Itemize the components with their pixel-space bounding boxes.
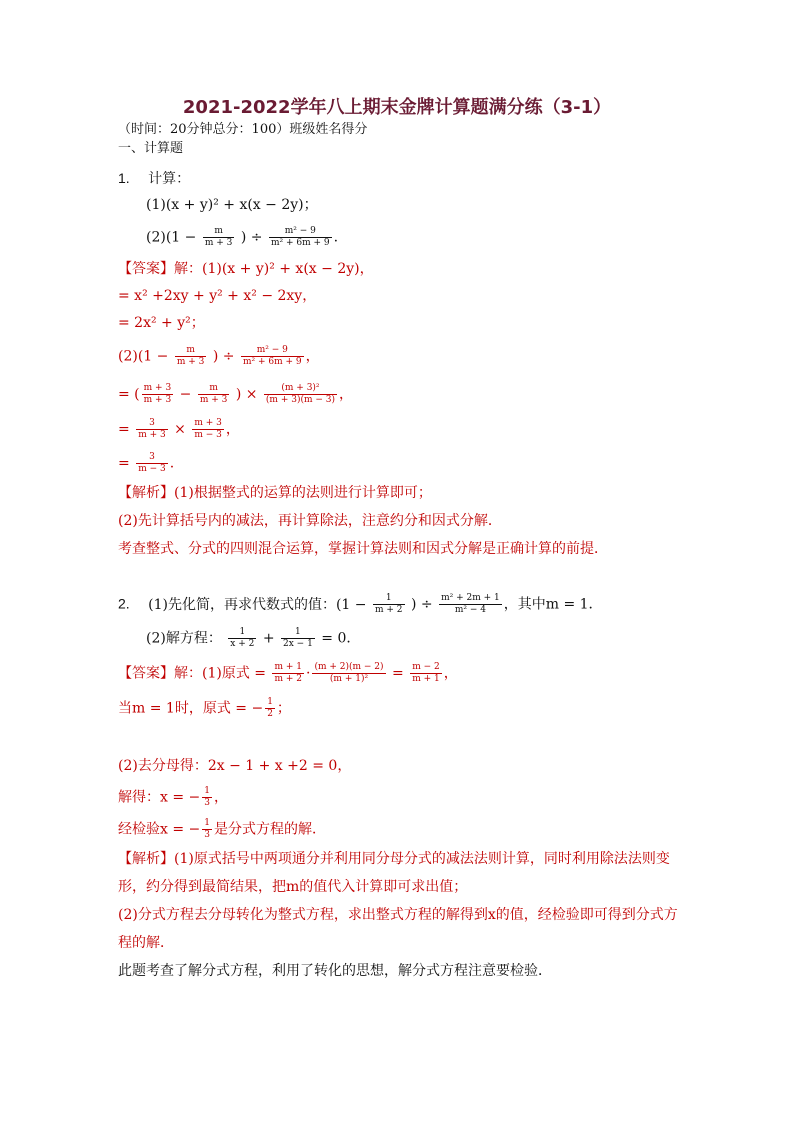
fraction: $\frac{m + 1}{m + 2}$ [274,662,302,684]
analysis-tag: 【解析】 [118,851,174,867]
answer-tag: 【答案】 [118,665,174,682]
q2-analysis-line-2: 形，约分得到最简结果，把m的值代入计算即可求出值； [118,879,468,895]
fraction: $\frac{m - 2}{m + 1}$ [412,662,440,684]
q2-analysis-line-1: 【解析】(1)原式括号中两项通分并利用同分母分式的减法法则计算，同时利用除法法则变 [118,851,670,867]
q2-analysis-line-3: (2)分式方程去分母转化为整式方程，求出整式方程的解得到x的值，经检验即可得到分式方 [118,907,678,923]
q2-answer-line-4: 解得：x = − $\frac{1}{3}$ ， [118,786,228,808]
q1-analysis-line-2: (2)先计算括号内的减法，再计算除法，注意约分和因式分解． [118,513,502,529]
section-heading: 一、计算题 [118,141,184,156]
expression: (x + y)² + x(x − 2y)； [165,197,318,213]
q1-analysis-line-1: 【解析】(1)根据整式的运算的法则进行计算即可； [118,485,432,501]
q2-analysis-line-4: 程的解． [118,935,174,951]
fraction: $\frac{1}{2}$ [267,697,273,719]
fraction: $\frac{1}{3}$ [204,786,210,808]
fraction: $\frac{m}{m + 3}$ [176,345,205,367]
part-label: (1) [146,197,166,213]
fraction: $\frac{m}{m + 3}$ [204,226,233,248]
q2-answer-line-1: 【答案】解：(1)原式 = $\frac{m + 1}{m + 2}$ · $\frac{(m + 2)(m - 2)}{\text{(m + 1)²}}$ = $\frac{m - 2}{m + 1}$ ， [118,662,458,684]
fraction: $\frac{3}{m - 3}$ [138,452,166,474]
q2-answer-line-5: 经检验x = − $\frac{1}{3}$ 是分式方程的解． [118,818,326,840]
q1-answer-line-2: = x² +2xy + y² + x² − 2xy， [118,288,317,304]
analysis-tag: 【解析】 [118,485,174,501]
q2-answer-line-3: (2)去分母得：2x − 1 + x +2 = 0， [118,758,352,774]
fraction: $\frac{m + 3}{m + 3}$ [143,383,172,405]
question-text: 计算： [148,171,191,187]
q1-answer-line-3: = 2x² + y²； [118,315,205,331]
fraction: $\frac{3}{m + 3}$ [138,418,166,440]
fraction: $\frac{\text{m² − 9}}{\text{m² + 6m + 9}}$ [242,345,302,367]
fraction: $\frac{1}{2x - 1}$ [283,627,313,649]
header-info: （时间：20分钟总分：100）班级姓名得分 [118,122,368,137]
expression: (1 − [165,229,197,246]
q1-answer-line-4: (2)(1 − $\frac{m}{m + 3}$ ) ÷ $\frac{\text{m² − 9}}{\text{m² + 6m + 9}}$ ， [118,345,320,367]
fraction: $\frac{m}{m + 3}$ [199,383,228,405]
q2-answer-line-2: 当m = 1时，原式 = − $\frac{1}{2}$ ； [118,697,291,719]
q2-analysis-line-5: 此题考查了解分式方程，利用了转化的思想，解分式方程注意要检验． [118,963,552,979]
question-2-part-1: 2. (1)先化简，再求代数式的值：(1 − $\frac{1}{m + 2}$ ) ÷ $\frac{\text{m² + 2m + 1}}{\text{m² − 4}}$ ，其中m = 1． [118,593,603,615]
q1-answer-line-7: = $\frac{3}{m - 3}$ . [118,452,175,474]
question-1-part-2: (2)(1 − $\frac{m}{m + 3}$ ) ÷ $\frac{\text{m² − 9}}{\text{m² + 6m + 9}}$ . [146,226,339,248]
expression: ) ÷ [240,229,263,246]
question-text: (1)先化简，再求代数式的值：(1 − [148,596,367,613]
question-number: 1. [118,170,130,186]
fraction: $\frac{1}{3}$ [204,818,210,840]
document-title: 2021-2022学年八上期末金牌计算题满分练（3-1） [182,97,612,118]
part-label: (2) [146,229,166,246]
fraction: $\frac{\text{m² + 2m + 1}}{\text{m² − 4}}$ [441,593,500,615]
fraction: $\frac{m + 3}{m - 3}$ [194,418,222,440]
question-2-part-2: (2)解方程： $\frac{1}{x + 2}$ + $\frac{1}{2x - 1}$ = 0． [146,627,361,649]
q1-answer-line-6: = $\frac{3}{m + 3}$ × $\frac{m + 3}{m - 3}$ ， [118,418,240,440]
fraction: $\frac{1}{m + 2}$ [374,593,403,615]
fraction: $\frac{\text{(m + 3)²}}{(m + 3)(m - 3)}$ [265,383,336,405]
fraction: $\frac{\text{m² − 9}}{\text{m² + 6m + 9}}$ [270,226,330,248]
q1-answer-line-5: = ( $\frac{m + 3}{m + 3}$ − $\frac{m}{m + 3}$ ) × $\frac{\text{(m + 3)²}}{(m + 3)(m - 3)}$ ， [118,383,354,405]
question-text: (2)解方程： [146,630,222,647]
answer-tag: 【答案】 [118,261,174,277]
fraction: $\frac{(m + 2)(m - 2)}{\text{(m + 1)²}}$ [314,662,384,684]
question-1-part-1 [146,195,318,215]
q1-answer-line-1: 【答案】解：(1)(x + y)² + x(x − 2y)， [118,261,374,277]
q1-analysis-line-3: 考查整式、分式的四则混合运算，掌握计算法则和因式分解是正确计算的前提． [118,541,608,557]
question-number: 2. [118,595,130,612]
fraction: $\frac{1}{x + 2}$ [230,627,255,649]
question-1-prompt [118,168,190,189]
